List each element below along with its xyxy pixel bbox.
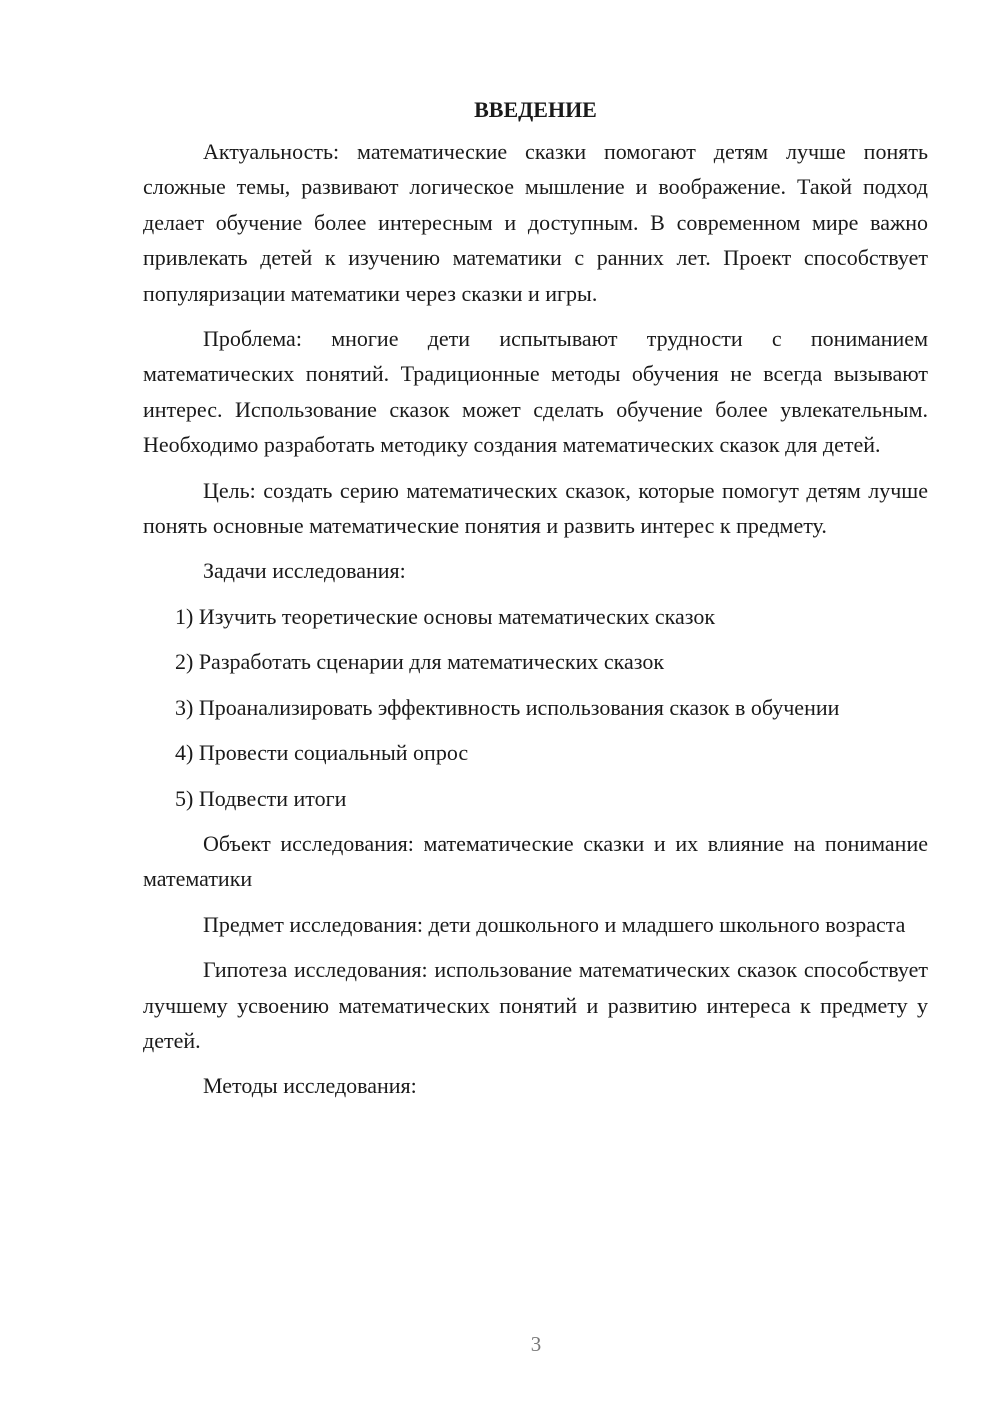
tasks-heading: Задачи исследования: xyxy=(203,558,406,584)
task-item: 2) Разработать сценарии для математических сказок xyxy=(175,649,665,675)
task-item: 1) Изучить теоретические основы математических сказок xyxy=(175,603,716,629)
task-item: 5) Подвести итоги xyxy=(175,785,347,811)
object-paragraph: Объект исследования: математические сказки и их влияние на понимание математики xyxy=(143,830,928,892)
hypothesis-paragraph: Гипотеза исследования: использование математических сказок способствует лучшему усвоению математических понятий и развитию интереса к предмету у детей. xyxy=(143,957,928,1053)
page-number: 3 xyxy=(530,1332,542,1356)
task-item: 4) Провести социальный опрос xyxy=(175,740,469,766)
goal-paragraph: Цель: создать серию математических сказок, которые помогут детям лучше понять основные математические понятия и развить интерес к предмету. xyxy=(143,477,928,539)
methods-heading: Методы исследования: xyxy=(203,1073,417,1099)
subject-paragraph: Предмет исследования: дети дошкольного и младшего школьного возраста xyxy=(203,911,906,937)
relevance-paragraph: Актуальность: математические сказки помогают детям лучше понять сложные темы, развивают логическое мышление и воображение. Такой подход делает обучение более интересным и доступным. В современном мире важно привлекать детей к изучению математики с ранних лет. Проект способствует популяризации математики через сказки и игры. xyxy=(143,139,928,306)
document-page xyxy=(143,92,928,1114)
problem-paragraph: Проблема: многие дети испытывают трудности с пониманием математических понятий. Традиционные методы обучения не всегда вызывают интерес. Использование сказок может сделать обучение более увлекательным. Необходимо разработать методику создания математических сказок для детей. xyxy=(143,326,928,458)
task-item: 3) Проанализировать эффективность использования сказок в обучении xyxy=(175,694,840,720)
page-title: ВВЕДЕНИЕ xyxy=(474,97,597,122)
